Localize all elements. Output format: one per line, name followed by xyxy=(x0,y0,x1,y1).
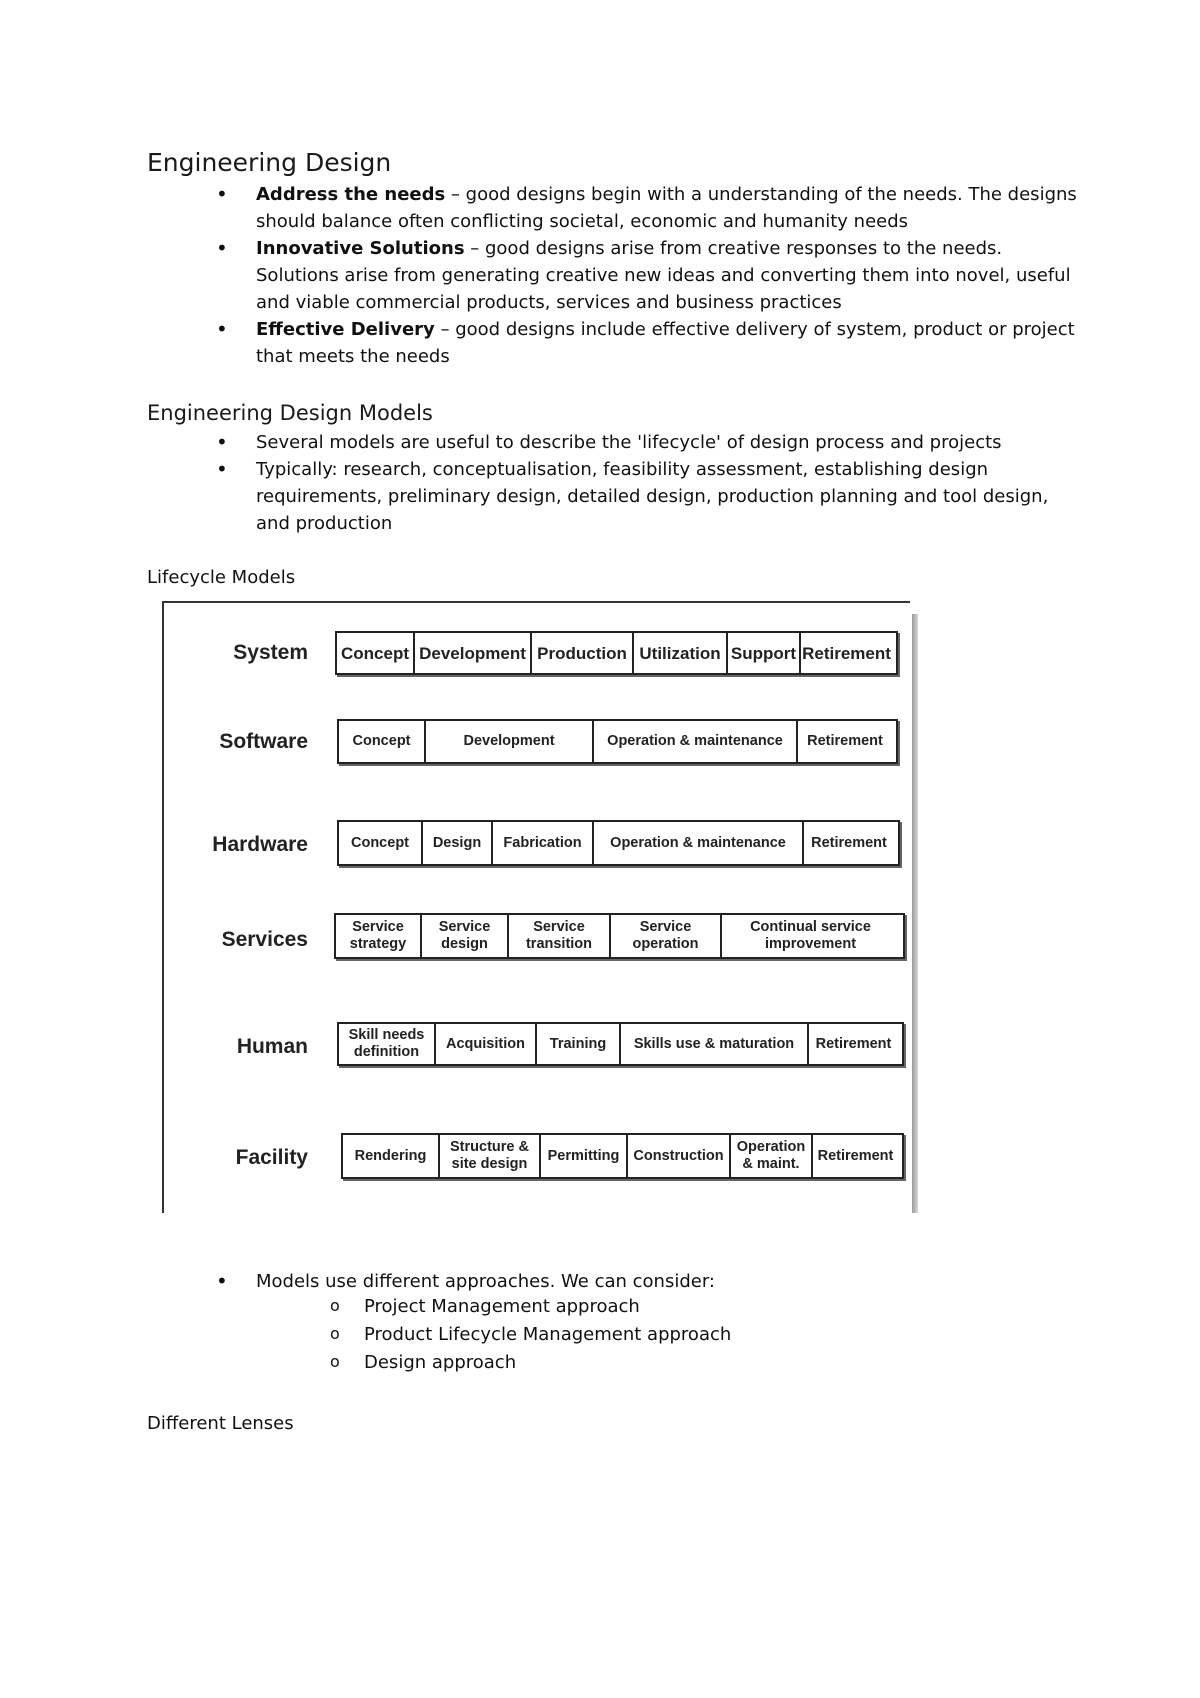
stage-cell: Support xyxy=(728,633,801,673)
stage-cell: Retirement xyxy=(817,1147,894,1164)
lifecycle-models-label: Lifecycle Models xyxy=(147,567,296,588)
approaches-sublist xyxy=(318,1293,731,1377)
stage-cell: Continual service improvement xyxy=(750,919,871,952)
row-label-human: Human xyxy=(236,1035,308,1058)
approaches-list xyxy=(210,1268,1080,1295)
row-label-hardware: Hardware xyxy=(212,833,308,856)
row-label-software: Software xyxy=(219,730,308,753)
stage-cell: Service design xyxy=(422,915,509,957)
item-term: Address the needs xyxy=(256,184,446,205)
stage-cell: Retirement xyxy=(811,834,887,851)
list-item: • Typically: research, conceptualisation, feasibility assessment, establishing design requirements, preliminary design, detailed design, production planning and tool design, and production xyxy=(210,456,1080,537)
stage-cell: Retirement xyxy=(802,643,891,663)
stage-cell: Design xyxy=(423,822,493,864)
stage-cell: Service operation xyxy=(611,915,722,957)
row-label-system: System xyxy=(233,641,308,664)
stage-cell: Development xyxy=(415,633,532,673)
row-label-services: Services xyxy=(221,928,308,951)
stage-cell: Service strategy xyxy=(336,915,422,957)
stage-cell: Concept xyxy=(339,721,426,762)
stage-cell: Structure & site design xyxy=(440,1135,541,1177)
stage-cell: Concept xyxy=(339,822,423,864)
stage-cell: Development xyxy=(426,721,594,762)
row-label-facility: Facility xyxy=(235,1146,308,1169)
different-lenses-label: Different Lenses xyxy=(147,1413,294,1434)
stage-cell: Acquisition xyxy=(436,1024,537,1064)
stage-cell: Operation & maintenance xyxy=(594,721,798,762)
stage-cell: Operation & maintenance xyxy=(594,822,804,864)
stage-cell: Operation & maint. xyxy=(731,1135,813,1177)
figure-left-border xyxy=(162,601,164,1213)
stage-cell: Construction xyxy=(628,1135,731,1177)
sublist-item: o Project Management approach xyxy=(318,1293,731,1321)
lifecycle-models-figure xyxy=(162,601,920,1213)
stage-cell: Training xyxy=(537,1024,621,1064)
list-item xyxy=(210,181,1080,235)
figure-right-shadow xyxy=(912,614,918,1213)
lifecycle-bar-software xyxy=(337,719,898,764)
heading-design-models: Engineering Design Models xyxy=(147,401,433,425)
item-text: – good designs begin with a understanding of the needs. The designs should balance often conflicting societal, economic and humanity needs xyxy=(256,184,1077,232)
design-principles-list xyxy=(210,181,1080,370)
list-item: • Several models are useful to describe the 'lifecycle' of design process and projects xyxy=(210,429,1080,456)
stage-cell: Retirement xyxy=(815,1035,892,1052)
lifecycle-bar-facility xyxy=(341,1133,904,1179)
stage-cell: Utilization xyxy=(634,633,728,673)
lifecycle-bar-system xyxy=(335,631,898,675)
item-term: Effective Delivery xyxy=(256,319,435,340)
list-item xyxy=(210,316,1080,370)
stage-cell: Service transition xyxy=(509,915,611,957)
item-text: – good designs include effective delivery of system, product or project that meets the needs xyxy=(256,319,1075,367)
list-item: • Models use different approaches. We can consider: xyxy=(210,1268,1080,1295)
lifecycle-bar-human xyxy=(337,1022,904,1066)
stage-cell: Fabrication xyxy=(493,822,594,864)
lifecycle-bar-services xyxy=(334,913,905,959)
stage-cell: Concept xyxy=(337,633,415,673)
stage-cell: Permitting xyxy=(541,1135,628,1177)
stage-cell: Production xyxy=(532,633,634,673)
heading-engineering-design: Engineering Design xyxy=(147,148,392,177)
stage-cell: Retirement xyxy=(807,733,883,749)
figure-top-border xyxy=(162,601,910,603)
item-term: Innovative Solutions xyxy=(256,238,465,259)
list-item xyxy=(210,235,1080,316)
lifecycle-bar-hardware xyxy=(337,820,900,866)
design-models-list xyxy=(210,429,1080,537)
stage-cell: Skill needs definition xyxy=(339,1024,436,1064)
sublist-item: o Product Lifecycle Management approach xyxy=(318,1321,731,1349)
stage-cell: Skills use & maturation xyxy=(621,1024,809,1064)
stage-cell: Rendering xyxy=(343,1135,440,1177)
item-text: – good designs arise from creative responses to the needs. Solutions arise from generating creative new ideas and converting them into novel, useful and viable commercial products, services and business practices xyxy=(256,238,1071,313)
sublist-item: o Design approach xyxy=(318,1349,731,1377)
